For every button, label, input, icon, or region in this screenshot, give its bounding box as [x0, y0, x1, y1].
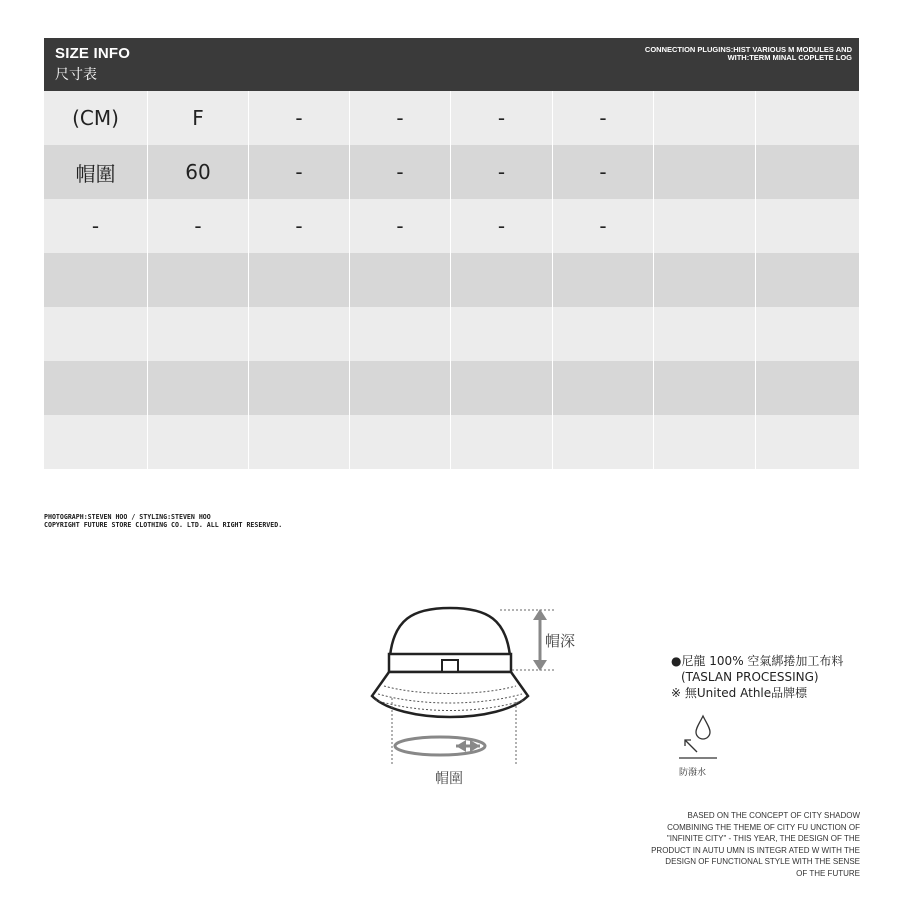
- table-cell: -: [350, 91, 451, 145]
- table-cell: [756, 145, 859, 199]
- table-cell: -: [553, 145, 654, 199]
- header-title: SIZE INFO: [55, 45, 131, 62]
- feature-brand-note: ※ 無United Athle品牌標: [671, 686, 808, 700]
- table-cell: [553, 307, 654, 361]
- table-cell: -: [350, 145, 451, 199]
- table-cell: [350, 307, 451, 361]
- table-cell: [148, 361, 249, 415]
- water-repellent-label: 防潑水: [679, 768, 707, 778]
- feature-processing: (TASLAN PROCESSING): [681, 670, 819, 684]
- table-cell: 60: [148, 145, 249, 199]
- table-cell: [44, 253, 148, 307]
- table-cell: -: [451, 145, 553, 199]
- table-cell: [756, 361, 859, 415]
- table-cell: 帽圍: [44, 145, 148, 199]
- table-cell: -: [553, 199, 654, 253]
- table-cell: [553, 361, 654, 415]
- water-repellent-icon: [677, 712, 723, 764]
- table-cell: [756, 91, 859, 145]
- table-cell: [654, 199, 756, 253]
- table-cell: [148, 253, 249, 307]
- table-cell: [654, 91, 756, 145]
- table-cell: F: [148, 91, 249, 145]
- hat-band-buckle: [442, 660, 458, 672]
- table-cell: [350, 415, 451, 469]
- table-cell: [451, 415, 553, 469]
- table-cell: [654, 361, 756, 415]
- concept-line-6: OF THE FUTURE: [796, 868, 860, 878]
- concept-line-5: DESIGN OF FUNCTIONAL STYLE WITH THE SENSE: [665, 857, 860, 866]
- table-cell: -: [451, 91, 553, 145]
- table-cell: [451, 307, 553, 361]
- table-cell: [451, 361, 553, 415]
- table-cell: [756, 253, 859, 307]
- hat-brim: [372, 672, 528, 717]
- credits: [44, 513, 282, 529]
- table-cell: -: [249, 199, 350, 253]
- table-cell: -: [44, 199, 148, 253]
- table-cell: [148, 307, 249, 361]
- table-cell: [756, 199, 859, 253]
- table-cell: [553, 253, 654, 307]
- table-cell: -: [249, 91, 350, 145]
- depth-label: 帽深: [545, 632, 576, 650]
- table-cell: [654, 415, 756, 469]
- table-cell: [654, 253, 756, 307]
- table-cell: -: [553, 91, 654, 145]
- credits-line-1: PHOTOGRAPH:STEVEN HOO / STYLING:STEVEN HOO: [44, 513, 211, 521]
- features-list: [671, 653, 843, 701]
- size-table: [44, 91, 859, 469]
- table-cell: [756, 307, 859, 361]
- table-cell: [249, 307, 350, 361]
- table-cell: [249, 253, 350, 307]
- table-cell: [249, 361, 350, 415]
- bucket-hat-diagram: [360, 598, 590, 768]
- table-cell: [249, 415, 350, 469]
- circumference-label: 帽圍: [435, 771, 463, 787]
- table-cell: [350, 361, 451, 415]
- concept-line-4: PRODUCT IN AUTU UMN IS INTEGR ATED W WITH THE: [651, 845, 860, 855]
- concept-line-3: "INFINITE CITY" - THIS YEAR, THE DESIGN OF THE: [666, 834, 860, 843]
- table-cell: [756, 415, 859, 469]
- plugins-line-2: WITH:TERM MINAL COPLETE LOG: [727, 53, 852, 62]
- table-cell: [44, 307, 148, 361]
- table-cell: -: [451, 199, 553, 253]
- table-cell: -: [350, 199, 451, 253]
- table-cell: [350, 253, 451, 307]
- table-cell: [451, 253, 553, 307]
- concept-line-2: COMBINING THE THEME OF CITY FU UNCTION OF: [667, 822, 860, 832]
- table-cell: -: [249, 145, 350, 199]
- table-cell: [654, 145, 756, 199]
- header-plugins-text: [552, 46, 852, 62]
- table-cell: [44, 361, 148, 415]
- table-cell: -: [148, 199, 249, 253]
- table-cell: [148, 415, 249, 469]
- feature-material: ●尼龍 100% 空氣綁捲加工布料: [671, 654, 844, 668]
- header-subtitle: 尺寸表: [55, 67, 97, 83]
- table-cell: (CM): [44, 91, 148, 145]
- plugins-line-1: CONNECTION PLUGINS:HIST VARIOUS M MODULES AND: [644, 45, 852, 54]
- concept-line-1: BASED ON THE CONCEPT OF CITY SHADOW: [687, 811, 860, 820]
- table-cell: [654, 307, 756, 361]
- size-info-header: [44, 38, 859, 91]
- table-cell: [553, 415, 654, 469]
- hat-crown: [390, 608, 510, 656]
- table-cell: [44, 415, 148, 469]
- concept-text: [600, 810, 860, 879]
- credits-line-2: COPYRIGHT FUTURE STORE CLOTHING CO. LTD. ALL RIGHT RESERVED.: [44, 521, 283, 529]
